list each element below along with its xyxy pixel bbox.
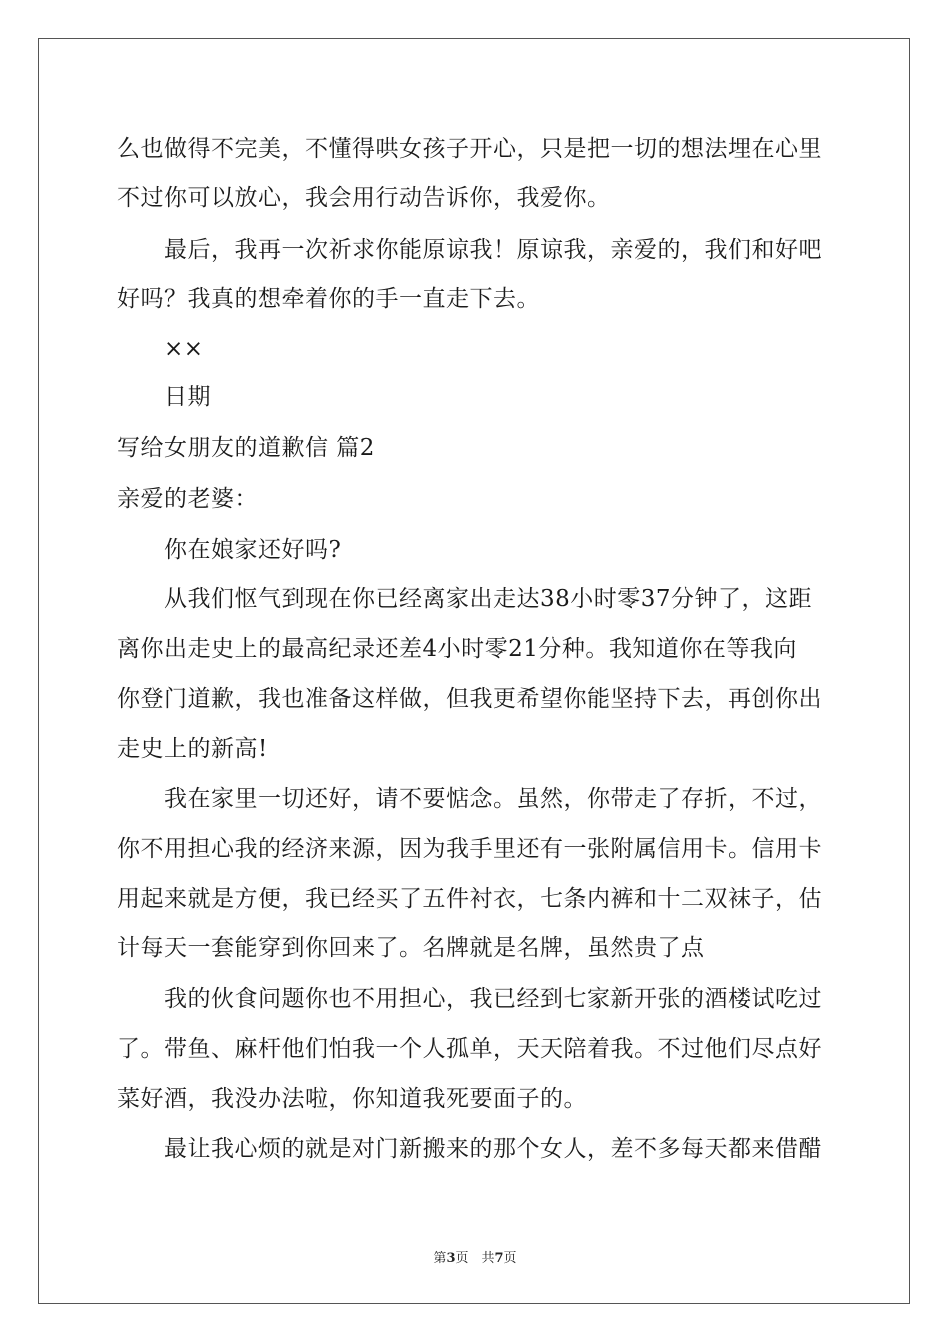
footer-suffix: 页 xyxy=(503,1251,517,1266)
text-line: 你不用担心我的经济来源，因为我手里还有一张附属信用卡。信用卡 xyxy=(117,836,822,862)
text-line: 最让我心烦的就是对门新搬来的那个女人，差不多每天都来借醋 xyxy=(164,1136,822,1162)
signature: ×× xyxy=(164,336,204,362)
salutation: 亲爱的老婆： xyxy=(117,486,258,512)
date-label: 日期 xyxy=(164,384,211,410)
text-line: 么也做得不完美，不懂得哄女孩子开心，只是把一切的想法埋在心里 xyxy=(117,136,822,162)
text-line: 你登门道歉，我也准备这样做，但我更希望你能坚持下去，再创你出 xyxy=(117,686,822,712)
text-line: 好吗？我真的想牵着你的手一直走下去。 xyxy=(117,286,540,312)
section-title: 写给女朋友的道歉信 篇2 xyxy=(117,435,375,461)
text-line: 不过你可以放心，我会用行动告诉你，我爱你。 xyxy=(117,185,611,211)
text-line: 我在家里一切还好，请不要惦念。虽然，你带走了存折，不过， xyxy=(164,786,822,812)
page-border xyxy=(38,38,910,1304)
page-footer xyxy=(0,1247,950,1266)
text-line: 走史上的新高! xyxy=(117,736,268,762)
text-line: 从我们怄气到现在你已经离家出走达38小时零37分钟了，这距 xyxy=(164,586,813,612)
current-page-number: 3 xyxy=(446,1251,456,1266)
footer-prefix: 第 xyxy=(433,1251,447,1266)
text-line: 了。带鱼、麻杆他们怕我一个人孤单，天天陪着我。不过他们尽点好 xyxy=(117,1036,822,1062)
text-line: 菜好酒，我没办法啦，你知道我死要面子的。 xyxy=(117,1086,587,1112)
text-line: 你在娘家还好吗? xyxy=(164,537,342,563)
text-line: 我的伙食问题你也不用担心，我已经到七家新开张的酒楼试吃过 xyxy=(164,986,822,1012)
text-line: 用起来就是方便，我已经买了五件衬衣，七条内裤和十二双袜子，估 xyxy=(117,886,822,912)
footer-mid: 页 共 xyxy=(455,1251,495,1266)
text-line: 离你出走史上的最高纪录还差4小时零21分种。我知道你在等我向 xyxy=(117,636,797,662)
text-line: 最后，我再一次祈求你能原谅我！原谅我，亲爱的，我们和好吧 xyxy=(164,237,822,263)
text-line: 计每天一套能穿到你回来了。名牌就是名牌，虽然贵了点 xyxy=(117,935,705,961)
total-pages-number: 7 xyxy=(494,1251,504,1266)
